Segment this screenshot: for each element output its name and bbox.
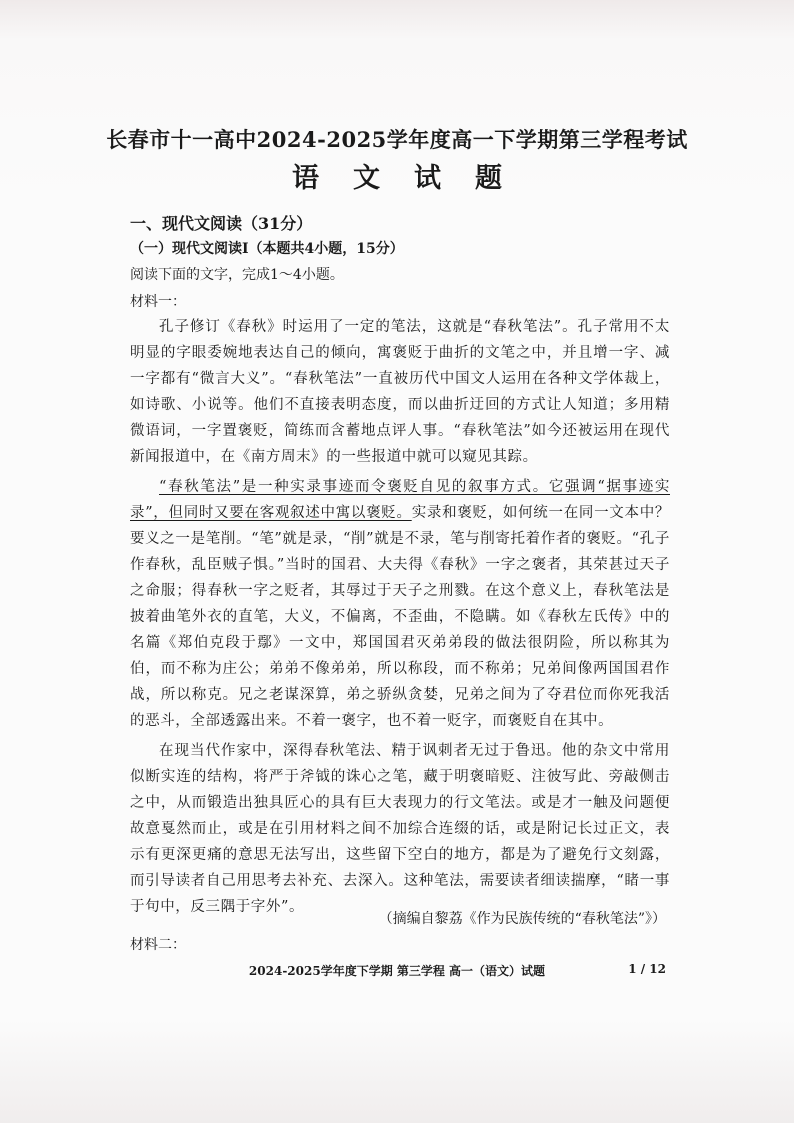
material-two-label: 材料二： — [130, 937, 186, 953]
subsection-heading: （一）现代文阅读Ⅰ（本题共4小题，15分） — [130, 241, 404, 257]
paragraph-1: 孔子修订《春秋》时运用了一定的笔法，这就是“春秋笔法”。孔子常用不太明显的字眼委婉地表达自己的倾向，寓褒贬于曲折的文笔之中，并且增一字、减一字都有“微言大义”。“春秋笔法”一直被历代中国文人运用在各种文学体裁上，如诗歌、小说等。他们不直接表明态度，而以曲折迂回的方式让人知道；多用精微语词，一字置褒贬，简练而含蓄地点评人事。“春秋笔法”如今还被运用在现代新闻报道中，在《南方周末》的一些报道中就可以窥见其踪。 — [130, 319, 670, 465]
source-citation: （摘编自黎荔《作为民族传统的“春秋笔法”》） — [378, 911, 666, 927]
section-heading: 一、现代文阅读（31分） — [130, 214, 313, 233]
exam-title: 长春市十一高中2024-2025学年度高一下学期第三学程考试 — [106, 127, 688, 152]
footer-exam-info: 2024-2025学年度下学期 第三学程 高一（语文）试题 — [248, 964, 546, 978]
instruction-text: 阅读下面的文字，完成1～4小题。 — [130, 267, 344, 283]
material-one-label: 材料一： — [130, 294, 186, 310]
paragraph-3: 在现当代作家中，深得春秋笔法、精于讽刺者无过于鲁迅。他的杂文中常用似断实连的结构，将严于斧钺的诛心之笔，藏于明褒暗贬、注彼写此、旁敲侧击之中，从而锻造出独具匠心的具有巨大表现力的行文笔法。或是才一触及问题便故意戛然而止，或是在引用材料之间不加综合连缀的话，或是附记长过正文，表示有更深更痛的意思无法写出，这些留下空白的地方，都是为了避免行文刻露，而引导读者自己用思考去补充、去深入。这种笔法，需要读者细读揣摩，“睹一事于句中，反三隅于字外”。 — [130, 743, 670, 915]
paragraph-2-rest: 实录和褒贬，如何统一在同一文本中？要义之一是笔削。“笔”就是录，“削”就是不录，笔与削寄托着作者的褒贬。“孔子作春秋，乱臣贼子惧。”当时的国君、大夫得《春秋》一字之褒者，其荣甚过天子之命服；得春秋一字之贬者，其辱过于天子之刑戮。在这个意义上，春秋笔法是披着曲笔外衣的直笔，大义，不偏离，不歪曲，不隐瞒。如《春秋左氏传》中的名篇《郑伯克段于鄢》一文中，郑国国君灭弟弟段的做法很阴险，所以称其为伯，而不称为庄公；弟弟不像弟弟，所以称段，而不称弟；兄弟间像两国国君作战，所以称克。兄之老谋深算，弟之骄纵贪婪，兄弟之间为了夺君位而你死我活的恶斗，全部透露出来。不着一褒字，也不着一贬字，而褒贬自在其中。 — [130, 505, 670, 729]
page-number: 1 / 12 — [628, 962, 666, 976]
subject-title: 语文试题 — [292, 163, 536, 194]
underlined-sentence: “春秋笔法”是一种实录事迹而令褒贬自见的叙事方式。它强调“据事迹实录”，但同时又要在客观叙述中寓以褒贬。 — [130, 479, 670, 521]
paragraph-2 — [130, 474, 670, 734]
